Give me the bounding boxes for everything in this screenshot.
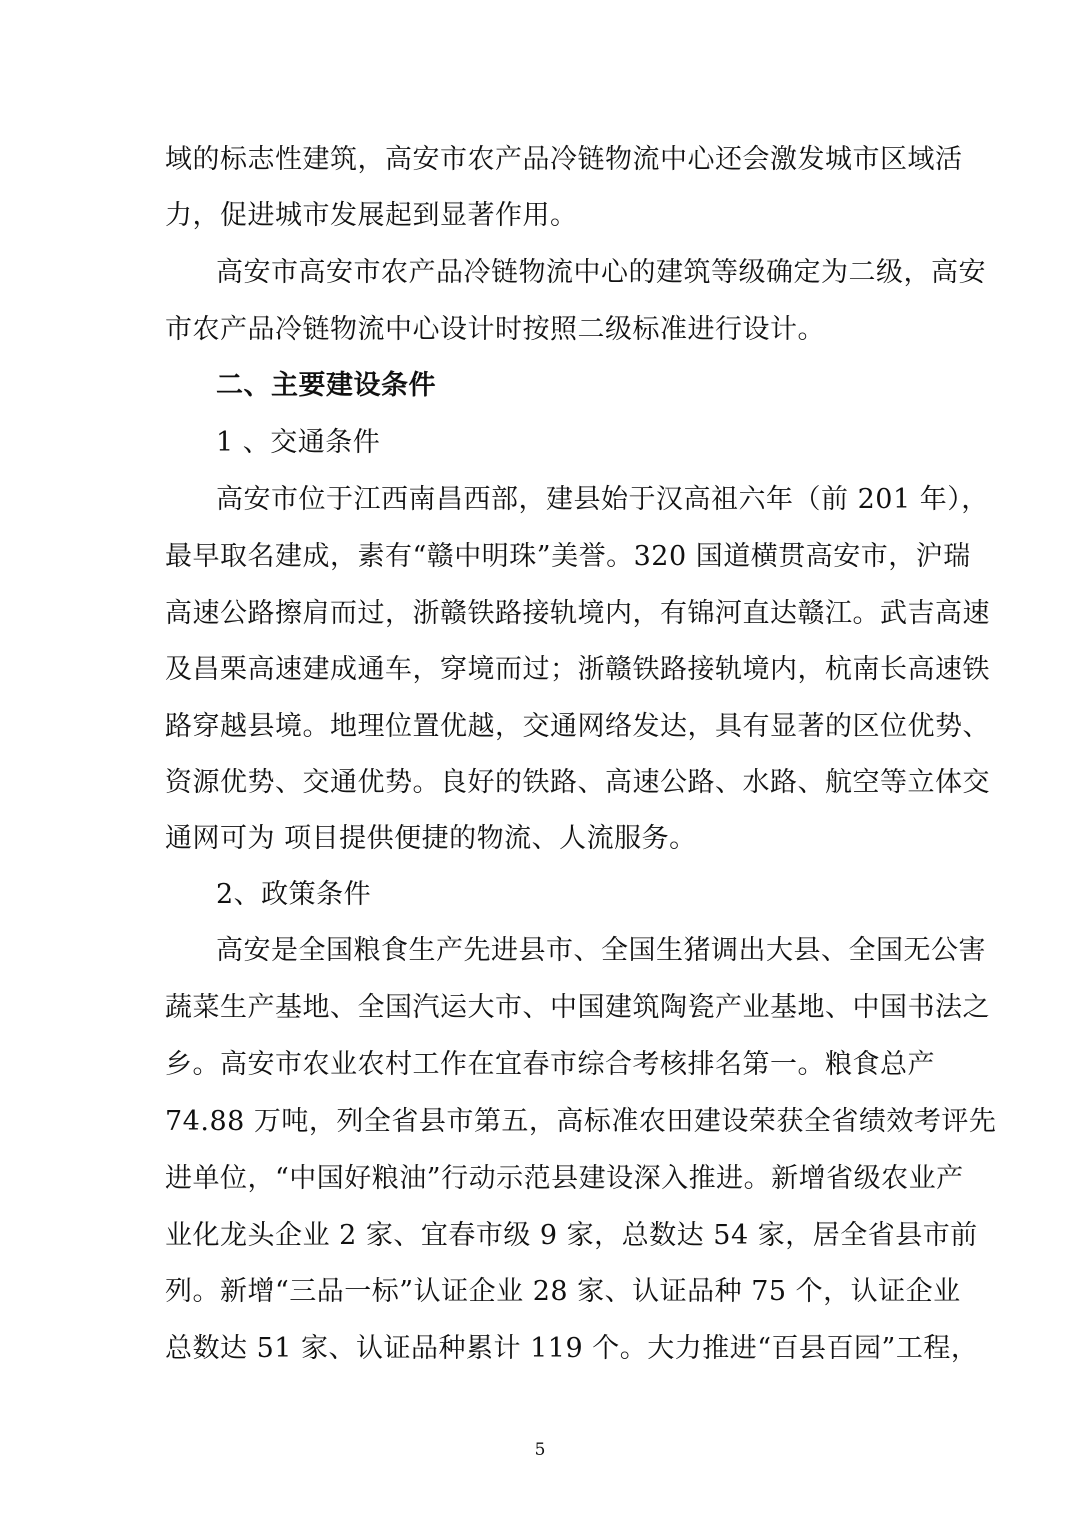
page-number: 5 <box>534 1440 546 1460</box>
text-line: 74.88 万吨，列全省县市第五，高标准农田建设荣获全省绩效考评先 <box>165 1106 997 1137</box>
paragraph-start-line: 高安市位于江西南昌西部，建县始于汉高祖六年（前 201 年）， <box>216 484 989 515</box>
text-line: 及昌栗高速建成通车，穿境而过；浙赣铁路接轨境内，杭南长高速铁 <box>165 654 990 685</box>
subsection-heading: 1 、交通条件 <box>216 427 381 458</box>
text-line: 总数达 51 家、认证品种累计 119 个。大力推进“百县百园”工程， <box>165 1333 979 1364</box>
section-heading: 二、主要建设条件 <box>216 370 436 401</box>
text-line: 业化龙头企业 2 家、宜春市级 9 家，总数达 54 家，居全省县市前 <box>165 1220 978 1251</box>
text-line: 蔬菜生产基地、全国汽运大市、中国建筑陶瓷产业基地、中国书法之 <box>165 992 990 1023</box>
text-line: 市农产品冷链物流中心设计时按照二级标准进行设计。 <box>165 314 825 345</box>
subsection-heading: 2、政策条件 <box>216 879 372 910</box>
paragraph-start-line: 高安是全国粮食生产先进县市、全国生猪调出大县、全国无公害 <box>216 935 986 966</box>
text-line: 列。新增“三品一标”认证企业 28 家、认证品种 75 个，认证企业 <box>165 1276 961 1307</box>
text-line: 路穿越县境。地理位置优越，交通网络发达，具有显著的区位优势、 <box>165 711 990 742</box>
text-line: 域的标志性建筑，高安市农产品冷链物流中心还会激发城市区域活 <box>165 144 963 175</box>
text-line: 力，促进城市发展起到显著作用。 <box>165 200 578 231</box>
text-line: 资源优势、交通优势。良好的铁路、高速公路、水路、航空等立体交 <box>165 767 990 798</box>
text-line: 进单位，“中国好粮油”行动示范县建设深入推进。新增省级农业产 <box>165 1163 964 1194</box>
text-line: 乡。高安市农业农村工作在宜春市综合考核排名第一。粮食总产 <box>165 1049 935 1080</box>
text-line: 最早取名建成，素有“赣中明珠”美誉。320 国道横贯高安市，沪瑞 <box>165 541 971 572</box>
paragraph-start-line: 高安市高安市农产品冷链物流中心的建筑等级确定为二级，高安 <box>216 257 986 288</box>
text-line: 高速公路擦肩而过，浙赣铁路接轨境内，有锦河直达赣江。武吉高速 <box>165 598 990 629</box>
text-line: 通网可为 项目提供便捷的物流、人流服务。 <box>165 823 697 854</box>
